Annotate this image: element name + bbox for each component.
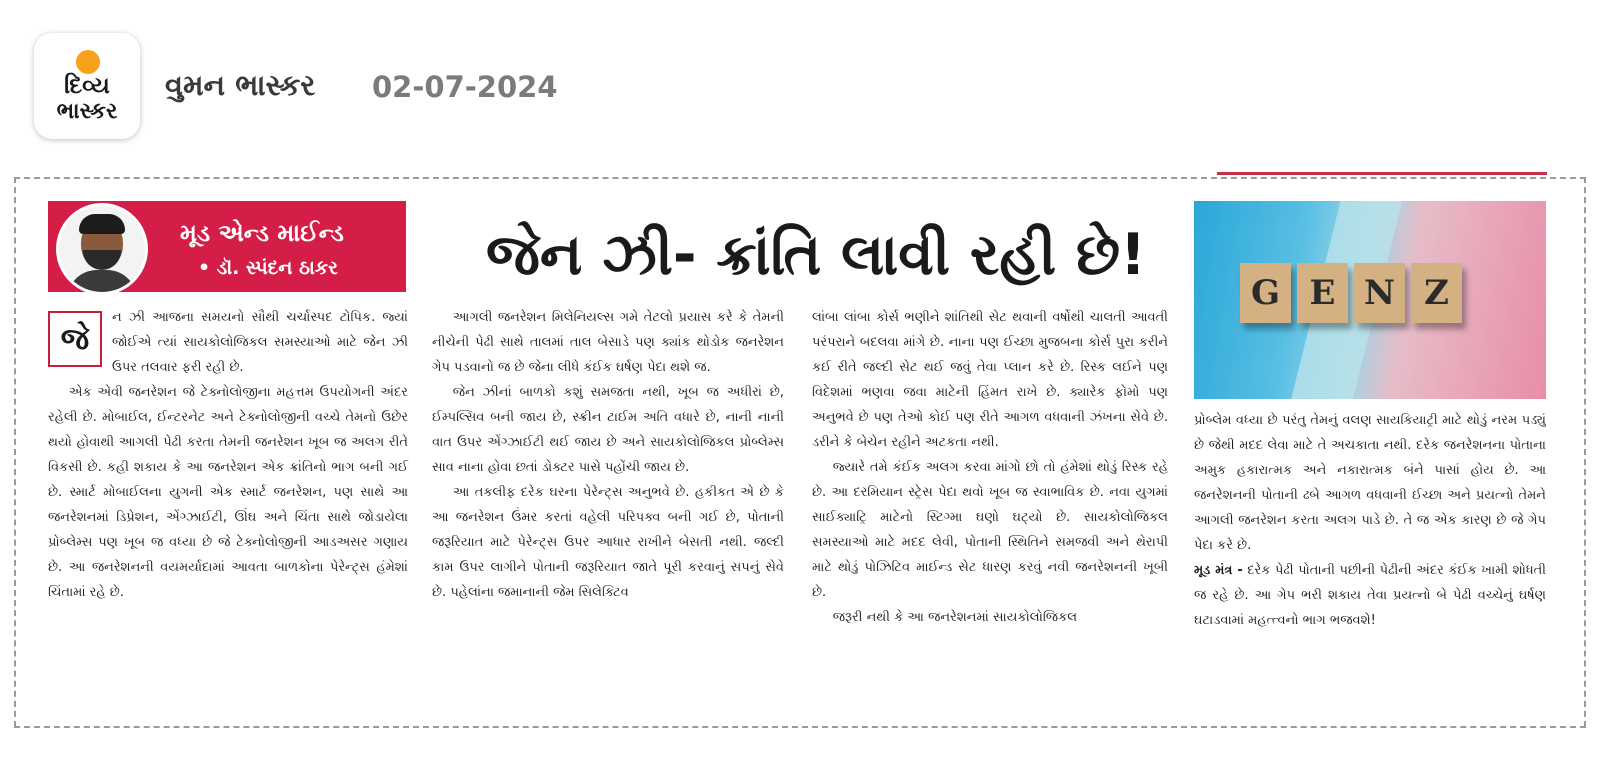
column-banner <box>48 201 406 292</box>
section-title: વુમન ભાસ્કર <box>165 68 316 102</box>
logo-text-line1: દિવ્ય <box>64 73 110 99</box>
dashed-border-right <box>1584 177 1586 727</box>
tile-g: G <box>1240 263 1291 323</box>
paragraph: જરૂરી નથી કે આ જનરેશનમાં સાયકોલોજિકલ <box>832 610 1078 625</box>
article-column-4 <box>1194 408 1546 633</box>
tile-n: N <box>1354 263 1405 323</box>
paragraph: જ્યારે તમે કંઈક અલગ કરવા માંગો છો તો હંમેશાં થોડું રિસ્ક રહે છે. આ દરમિયાન સ્ટ્રેસ પેદા થવો ખૂબ જ સ્વાભાવિક છે. નવા યુગમાં સાઈક્યાટ્રિ માટેનો સ્ટિગ્મા ઘણો ઘટ્યો છે. સાયકોલોજિકલ સમસ્યાઓ માટે મદદ લેવી, પોતાની સ્થિતિને સમજવી અને થેરાપી માટે થોડું પોઝિટિવ માઈન્ડ સેટ ધારણ કરવું નવી જનરેશનની ખૂબી છે. <box>812 460 1168 600</box>
mood-mantra <box>1194 558 1546 633</box>
mood-mantra-text: દરેક પેઢી પોતાની પછીની પેઢીની અંદર કંઈક ખામી શોધતી જ રહે છે. આ ગેપ ભરી શકાય તેવા પ્રયત્નો બે પેઢી વચ્ચેનું ઘર્ષણ ઘટાડવામાં મહત્ત્વનો ભાગ ભજવશે! <box>1194 563 1546 628</box>
dashed-border-left <box>14 177 16 727</box>
paragraph: આ તકલીફ દરેક ઘરના પેરેન્ટ્સ અનુભવે છે. હકીકત એ છે કે આ જનરેશન ઉંમર કરતાં વહેલી પરિપક્વ બની ગઈ છે, પોતાની જરૂરિયાત માટે પેરેન્ટ્સ ઉપર આધાર રાખીને બેસતી નથી. જલ્દી કામ ઉપર લાગીને પોતાની જરૂરિયાત જાતે પૂરી કરવાનું સપનું સેવે છે. પહેલાંના જમાનાની જેમ સિલેક્ટિવ <box>432 485 784 600</box>
accent-rule <box>1217 172 1547 175</box>
paragraph: જેન ઝીનાં બાળકો કશું સમજતા નથી, ખૂબ જ અધીરાં છે, ઈમ્પલ્સિવ બની જાય છે, સ્ક્રીન ટાઈમ અતિ વધારે છે, નાની નાની વાત ઉપર એંગ્ઝાઈટી થઈ જાય છે અને સાયકોલોજિકલ પ્રોબ્લેમ્સ સાવ નાના હોવા છતાં ડોક્ટર પાસે પહોંચી જાય છે. <box>432 385 784 475</box>
paragraph: ન ઝી આજના સમયનો સૌથી ચર્ચાસ્પદ ટોપિક. જ્યાં જોઈએ ત્યાં સાયકોલોજિકલ સમસ્યાઓ માટે જેન ઝી ઉપર તલવાર ફરી રહી છે. <box>112 310 408 375</box>
dashed-border-bottom <box>14 726 1586 728</box>
logo-text-line2: ભાસ્કર <box>56 99 118 124</box>
paragraph: લાંબા લાંબા કોર્સ ભણીને શાંતિથી સેટ થવાની વર્ષોથી ચાલતી આવતી પરંપરાને બદલવા માંગે છે. નાના પણ ઈચ્છા મુજબના કોર્સ પુરા કરીને કઈ રીતે જલ્દી સેટ થઈ જવું તેવા પ્લાન કરે છે. રિસ્ક લઈને પણ વિદેશમાં ભણવા જવા માટેની હિંમત રાખે છે. ક્યારેક ફોમો પણ અનુભવે છે પણ તેઓ કોઈ પણ રીતે આગળ વધવાની ઝંખના સેવે છે. ડરીને કે બેચેન રહીને અટકતા નથી. <box>812 310 1168 450</box>
sun-icon <box>76 50 100 74</box>
divya-bhaskar-logo[interactable] <box>34 33 140 139</box>
article-column-1 <box>48 305 408 605</box>
column-title: મૂડ એન્ડ માઈન્ડ <box>180 219 344 247</box>
drop-cap: જે <box>48 311 102 367</box>
paragraph: પ્રોબ્લેમ વધ્યા છે પરંતુ તેમનું વલણ સાયકિયાટ્રી માટે થોડું નરમ પડ્યું છે જેથી મદદ લેવા માટે તે અચકાતા નથી. દરેક જનરેશનના પોતાના અમુક હકારાત્મક અને નકારાત્મક બંને પાસાં હોય છે. આ જનરેશનની પોતાની ઢબે આગળ વધવાની ઈચ્છા અને પ્રયત્નો તેમને આગલી જનરેશન કરતા અલગ પાડે છે. તે જ એક કારણ છે જે ગેપ પેદા કરે છે. <box>1194 413 1546 553</box>
article-column-2 <box>432 305 784 605</box>
tile-z: Z <box>1411 263 1462 323</box>
tile-e: E <box>1297 263 1348 323</box>
author-avatar <box>56 203 148 295</box>
article-column-3 <box>812 305 1168 630</box>
dashed-border-top <box>14 177 1586 179</box>
letter-tiles <box>1240 263 1462 323</box>
paragraph: એક એવી જનરેશન જે ટેક્નોલોજીના મહત્તમ ઉપયોગની અંદર રહેલી છે. મોબાઈલ, ઈન્ટરનેટ અને ટેક્નોલોજીની વચ્ચે તેમનો ઉછેર થયો હોવાથી આગલી પેઢી કરતા તેમની જનરેશન ખૂબ જ અલગ રીતે વિકસી છે. કહી શકાય કે આ જનરેશન એક ક્રાંતિનો ભાગ બની ગઈ છે. સ્માર્ટ મોબાઈલના યુગની એક સ્માર્ટ જનરેશન, પણ સાથે આ જનરેશનમાં ડિપ્રેશન, એંગ્ઝાઈટી, ઊંઘ અને ચિંતા સાથે જોડાયેલા પ્રોબ્લેમ્સ પણ ખૂબ જ વધ્યા છે જે ટેક્નોલોજીની આડઅસર ગણાય છે. આ જનરેશનની વયમર્યાદામાં આવતા બાળકોના પેરેન્ટ્સ હંમેશાં ચિંતામાં રહે છે. <box>48 385 408 600</box>
article-headline: જેન ઝી- ક્રાંતિ લાવી રહી છે! <box>486 222 1147 288</box>
mood-mantra-label: મૂડ મંત્ર - <box>1194 563 1243 578</box>
author-name: • ડૉ. સ્પંદન ઠાકર <box>198 257 339 279</box>
paragraph: આગલી જનરેશન મિલેનિયલ્સ ગમે તેટલો પ્રયાસ કરે કે તેમની નીચેની પેઢી સાથે તાલમાં તાલ બેસાડે પણ ક્યાંક થોડોક જનરેશન ગેપ પડવાનો જ છે જેના લીધે કંઈક ઘર્ષણ પેદા થશે જ. <box>432 310 784 375</box>
genz-photo <box>1194 201 1546 399</box>
publication-date: 02-07-2024 <box>372 70 558 104</box>
